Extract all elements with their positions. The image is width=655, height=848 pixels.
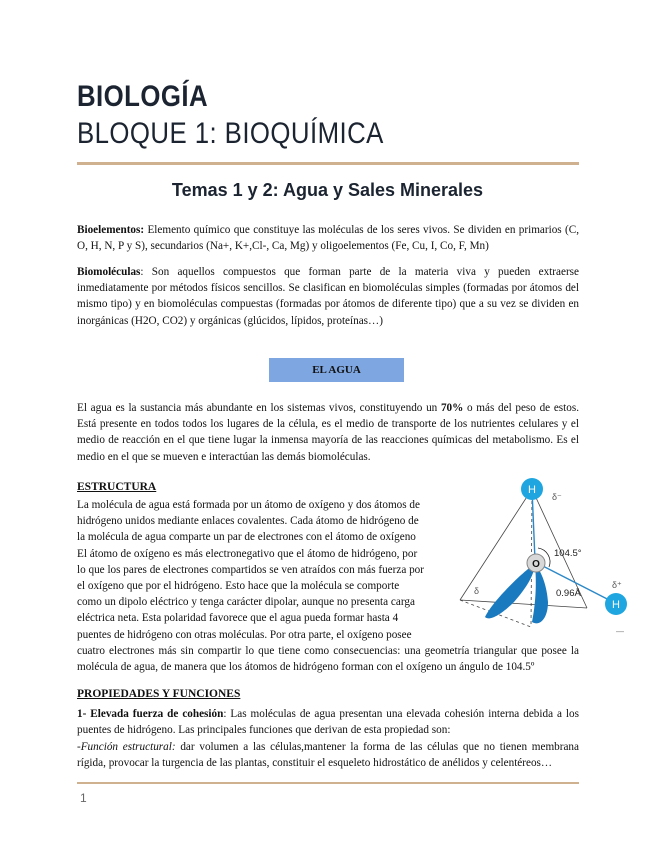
agua-intro-percent: 70%: [440, 402, 464, 414]
footer-divider: [77, 782, 579, 784]
cohesion-paragraph: [77, 706, 579, 738]
funcion-estructural-text: dar volumen a las células,mantener la forma de las células que no tienen membrana rígida, provocar la turgencia de las plantas, constituir el esqueleto hidrostático de anélidos y celentéreos…: [77, 741, 579, 770]
document-subtitle: BLOQUE 1: BIOQUÍMICA: [77, 117, 384, 150]
angle-label: 104.5°: [554, 548, 582, 559]
delta-minus-label: δ⁻: [552, 492, 562, 502]
water-molecule-diagram: [452, 472, 632, 640]
estructura-line: La molécula de agua está formada por un átomo de oxígeno y dos átomos de: [77, 499, 420, 511]
lone-pair-lobe-bottom: [532, 564, 548, 623]
funcion-estructural-paragraph: [77, 739, 579, 771]
el-agua-box: EL AGUA: [269, 358, 404, 382]
delta-left-label: δ: [474, 586, 480, 596]
bioelementos-paragraph: [77, 222, 579, 254]
bioelementos-text: Elemento químico que constituye las moléculas de los seres vivos. Se dividen en primarios (C, O, H, N, P y S), secundarios (Na+, K+,Cl-, Ca, Mg) y oligoelementos (Fe, Cu, I, Co, F, Mn): [77, 224, 579, 253]
estructura-heading: ESTRUCTURA: [77, 481, 157, 493]
lone-pair-lobe-left: [485, 564, 535, 618]
delta-plus-label: δ⁺: [612, 580, 622, 590]
biomoleculas-term: Biomoléculas: [77, 266, 141, 278]
estructura-line: como un dipolo eléctrico y tenga carácter dipolar, aunque no presenta carga: [77, 596, 415, 609]
estructura-line: hidrógeno unidos mediante enlaces covalentes. Cada átomo de hidrógeno de: [77, 515, 419, 528]
agua-intro-after: o más del peso de estos. Está presente en todos todos los lugares de la célula, es el medio de transporte de los nutrientes celulares y el medio de reacción en el que tiene lugar la inmensa mayoría de las reacciones químicas del metabolismo. Es el medio en el que se mueven e interactúan las demás biomoléculas.: [77, 402, 579, 463]
estructura-line: El átomo de oxígeno es más electronegativo que el átomo de hidrógeno, por: [77, 547, 418, 560]
estructura-paragraph: [77, 497, 443, 643]
biomoleculas-text: : Son aquellos compuestos que forman parte de la materia viva y pueden extraerse inmediatamente por métodos físicos sencillos. Se clasifican en biomoléculas simples (formadas por átomos del mismo tipo) y en biomoléculas compuestas (formadas por átomos de diferente tipo) que a su vez se dividen en inorgánicas (H2O, CO2) y orgánicas (glúcidos, lípidos, proteínas…): [77, 266, 579, 327]
biomoleculas-paragraph: [77, 264, 579, 329]
estructura-line: el oxígeno que por el hidrógeno. Esto hace que la molécula se comporte: [77, 580, 400, 593]
page-number: 1: [80, 791, 87, 805]
cohesion-text: : Las moléculas de agua presentan una elevada cohesión interna debida a los puentes de hidrógeno. Las principales funciones que derivan de esta propiedad son:: [77, 708, 579, 737]
h-right-label: H: [612, 599, 620, 611]
h-top-label: H: [528, 484, 536, 496]
bond-length-label: 0.96Å: [556, 588, 581, 599]
agua-intro-before: El agua es la sustancia más abundante en los sistemas vivos, constituyendo un: [77, 402, 441, 414]
estructura-line: eléctrica neta. Esta polaridad favorece que el agua pueda formar hasta 4: [77, 612, 399, 625]
agua-intro-paragraph: [77, 400, 579, 465]
estructura-line: la molécula de agua comparte un par de electrones con el átomo de oxígeno: [77, 531, 416, 544]
propiedades-heading: PROPIEDADES Y FUNCIONES: [77, 688, 241, 700]
section-title: Temas 1 y 2: Agua y Sales Minerales: [171, 180, 484, 200]
estructura-line: lo que los pares de electrones compartidos se ven atraídos con más fuerza por: [77, 563, 424, 576]
funcion-estructural-title: -Función estructural:: [77, 741, 176, 753]
estructura-line: puentes de hidrógeno con otras moléculas. Por otra parte, el oxígeno posee: [77, 628, 412, 641]
document-title: BIOLOGÍA: [77, 80, 209, 113]
bioelementos-term: Bioelementos:: [77, 224, 145, 236]
header-divider: [77, 162, 579, 165]
dash-label: —: [616, 627, 624, 636]
estructura-tail-paragraph: cuatro electrones más sin compartir lo que tiene como consecuencias: una geometría triangular que posee la molécula de agua, de manera que los átomos de hidrógeno forman con el oxígeno un ángulo de 104.5º: [77, 645, 579, 674]
cohesion-title: 1- Elevada fuerza de cohesión: [77, 708, 224, 720]
o-label: O: [532, 559, 540, 570]
